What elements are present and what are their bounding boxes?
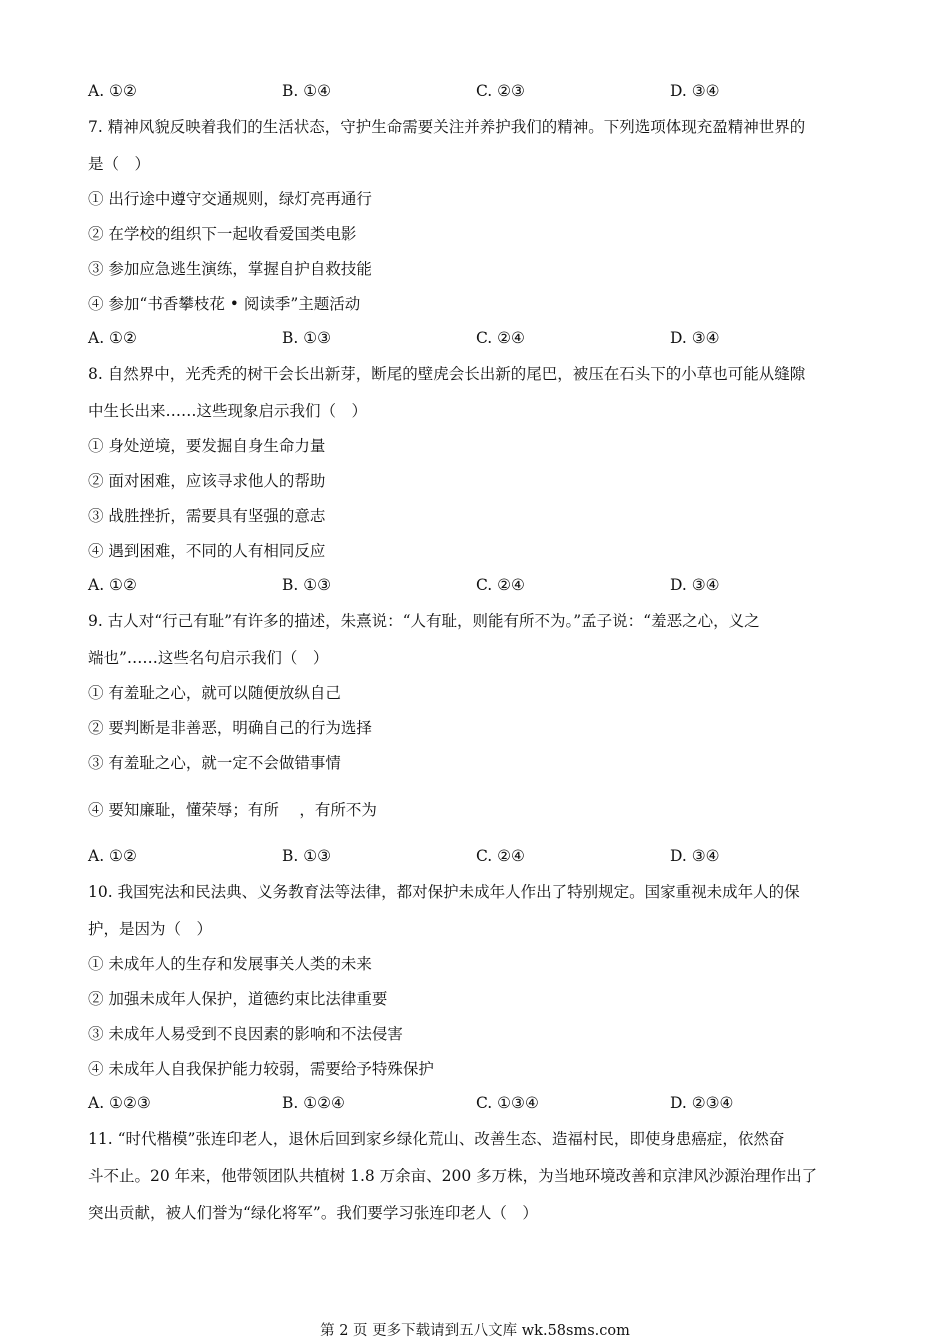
q9-item-1: ① 有羞耻之心，就可以随便放纵自己 [88,684,341,702]
q11-stem-line2: 斗不止。20 年来，他带领团队共植树 1.8 万余亩、200 多万株，为当地环境改善和京津风沙源治理作出了 [88,1167,818,1185]
q10-item-3: ③ 未成年人易受到不良因素的影响和不法侵害 [88,1025,403,1043]
q10-item-2: ② 加强未成年人保护，道德约束比法律重要 [88,990,388,1008]
q10-options [88,1093,888,1113]
q10-option-c: C. ①③④ [476,1094,539,1112]
q7-option-a: A. ①② [88,329,137,347]
q10-option-a: A. ①②③ [88,1094,151,1112]
q9-item-2: ② 要判断是非善恶，明确自己的行为选择 [88,719,372,737]
q11-stem-line1: 11. “时代楷模”张连印老人，退休后回到家乡绿化荒山、改善生态、造福村民，即使身患癌症，依然奋 [88,1130,785,1148]
q9-option-c: C. ②④ [476,847,525,865]
q8-stem-line2: 中生长出来……这些现象启示我们（ ） [88,402,368,420]
q6-option-b: B. ①④ [282,82,332,100]
q8-item-1: ① 身处逆境，要发掘自身生命力量 [88,437,326,455]
q6-option-c: C. ②③ [476,82,525,100]
q8-option-d: D. ③④ [670,576,720,594]
q9-option-b: B. ①③ [282,847,332,865]
q7-option-c: C. ②④ [476,329,525,347]
page-footer: 第 2 页 更多下载请到五八文库 wk.58sms.com [320,1323,630,1339]
q9-item-3: ③ 有羞耻之心，就一定不会做错事情 [88,754,341,772]
q9-options [88,846,888,866]
q9-stem-line2: 端也”……这些名句启示我们（ ） [88,649,329,667]
q9-stem-line1: 9. 古人对“行己有耻”有许多的描述，朱熹说：“人有耻，则能有所不为。”孟子说：“羞恶之心，义之 [88,612,760,630]
q6-option-d: D. ③④ [670,82,720,100]
q7-item-2: ② 在学校的组织下一起收看爱国类电影 [88,225,357,243]
q10-stem-line2: 护，是因为（ ） [88,920,213,938]
q10-item-4: ④ 未成年人自我保护能力较弱，需要给予特殊保护 [88,1060,434,1078]
q8-option-c: C. ②④ [476,576,525,594]
q7-stem-line2: 是（ ） [88,155,151,173]
q7-option-b: B. ①③ [282,329,332,347]
q7-stem-line1: 7. 精神风貌反映着我们的生活状态，守护生命需要关注并养护我们的精神。下列选项体现充盈精神世界的 [88,118,806,136]
q8-option-a: A. ①② [88,576,137,594]
q8-options [88,575,888,595]
q8-stem-line1: 8. 自然界中，光秃秃的树干会长出新芽，断尾的壁虎会长出新的尾巴，被压在石头下的小草也可能从缝隙 [88,365,806,383]
q8-option-b: B. ①③ [282,576,332,594]
q10-option-d: D. ②③④ [670,1094,734,1112]
q7-options [88,328,888,348]
q6-option-a: A. ①② [88,82,137,100]
q11-stem-line3: 突出贡献，被人们誉为“绿化将军”。我们要学习张连印老人（ ） [88,1204,538,1222]
q10-item-1: ① 未成年人的生存和发展事关人类的未来 [88,955,372,973]
q7-option-d: D. ③④ [670,329,720,347]
q8-item-4: ④ 遇到困难，不同的人有相同反应 [88,542,326,560]
q7-item-4: ④ 参加“书香攀枝花 • 阅读季”主题活动 [88,295,361,313]
q8-item-3: ③ 战胜挫折，需要具有坚强的意志 [88,507,326,525]
q10-option-b: B. ①②④ [282,1094,345,1112]
q7-item-3: ③ 参加应急逃生演练，掌握自护自救技能 [88,260,372,278]
q8-item-2: ② 面对困难，应该寻求他人的帮助 [88,472,326,490]
q6-options [88,81,888,101]
q9-item-4: ④ 要知廉耻，懂荣辱；有所 ，有所不为 [88,801,377,819]
q10-stem-line1: 10. 我国宪法和民法典、义务教育法等法律，都对保护未成年人作出了特别规定。国家重视未成年人的保 [88,883,800,901]
q9-option-d: D. ③④ [670,847,720,865]
q7-item-1: ① 出行途中遵守交通规则，绿灯亮再通行 [88,190,372,208]
q9-option-a: A. ①② [88,847,137,865]
